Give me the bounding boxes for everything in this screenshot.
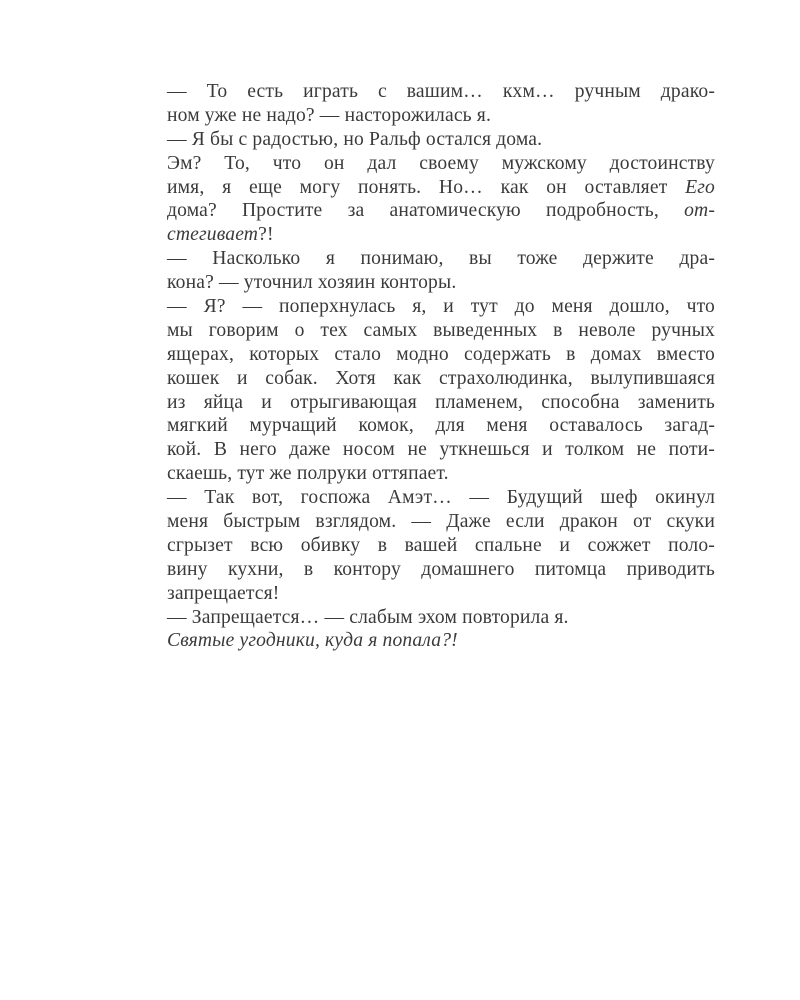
text-line: [167, 104, 715, 128]
text-line: [167, 152, 715, 176]
text-line: [167, 534, 715, 558]
text-line: [167, 414, 715, 438]
text-segment: из яйца и отрыгивающая пламенем, способна заменить: [167, 391, 715, 413]
text-segment: — Я? — поперхнулась я, и тут до меня дошло, что: [167, 296, 715, 318]
text-segment: мягкий мурчащий комок, для меня оставалось загад-: [167, 415, 715, 437]
text-segment: сгрызет всю обивку в вашей спальне и сожжет поло-: [167, 534, 715, 556]
text-segment: имя, я еще могу понять. Но… как он оставляет: [167, 176, 686, 198]
text-segment: дома? Простите за анатомическую подробность,: [167, 200, 685, 222]
italic-text: Святые угодники, куда я попала?!: [167, 630, 458, 652]
italic-text: Его: [685, 176, 715, 198]
text-line: [167, 462, 715, 486]
text-segment: кой. В него даже носом не уткнешься и толком не поти-: [167, 439, 715, 461]
text-segment: кошек и собак. Хотя как страхолюдинка, вылупившаяся: [167, 367, 715, 389]
text-line: [167, 247, 715, 271]
text-segment: — Я бы с радостью, но Ральф остался дома.: [167, 128, 543, 150]
text-line: [167, 606, 715, 630]
text-line: [167, 295, 715, 319]
text-line: [167, 438, 715, 462]
text-line: [167, 367, 715, 391]
italic-text: от-: [684, 200, 715, 222]
text-line: [167, 486, 715, 510]
text-segment: ящерах, которых стало модно содержать в домах вместо: [167, 343, 715, 365]
text-segment: кона? — уточнил хозяин конторы.: [167, 272, 457, 294]
text-segment: — То есть играть с вашим… кхм… ручным драко-: [167, 81, 715, 102]
text-segment: меня быстрым взглядом. — Даже если дракон от скуки: [167, 511, 715, 533]
text-line: [167, 176, 715, 200]
text-line: [167, 582, 715, 606]
text-line: [167, 343, 715, 367]
text-line: [167, 391, 715, 415]
text-segment: — Насколько я понимаю, вы тоже держите дра-: [167, 248, 715, 270]
text-line: [167, 223, 715, 247]
text-segment: — Запрещается… — слабым эхом повторила я.: [167, 606, 569, 628]
text-line: [167, 319, 715, 343]
text-line: [167, 510, 715, 534]
text-segment: запрещается!: [167, 582, 280, 604]
text-line: [167, 80, 715, 104]
text-segment: мы говорим о тех самых выведенных в неволе ручных: [167, 319, 715, 341]
text-line: [167, 558, 715, 582]
text-segment: вину кухни, в контору домашнего питомца приводить: [167, 558, 715, 580]
text-line: [167, 629, 715, 653]
text-segment: Эм? То, что он дал своему мужскому достоинству: [167, 152, 715, 174]
text-line: [167, 271, 715, 295]
page-text: [167, 80, 715, 653]
text-segment: — Так вот, госпожа Амэт… — Будущий шеф окинул: [167, 487, 715, 509]
text-segment: скаешь, тут же полруки оттяпает.: [167, 463, 449, 485]
text-line: [167, 199, 715, 223]
text-segment: ?!: [258, 224, 274, 246]
text-segment: ном уже не надо? — насторожилась я.: [167, 104, 492, 126]
italic-text: стегивает: [167, 224, 259, 246]
text-line: [167, 128, 715, 152]
